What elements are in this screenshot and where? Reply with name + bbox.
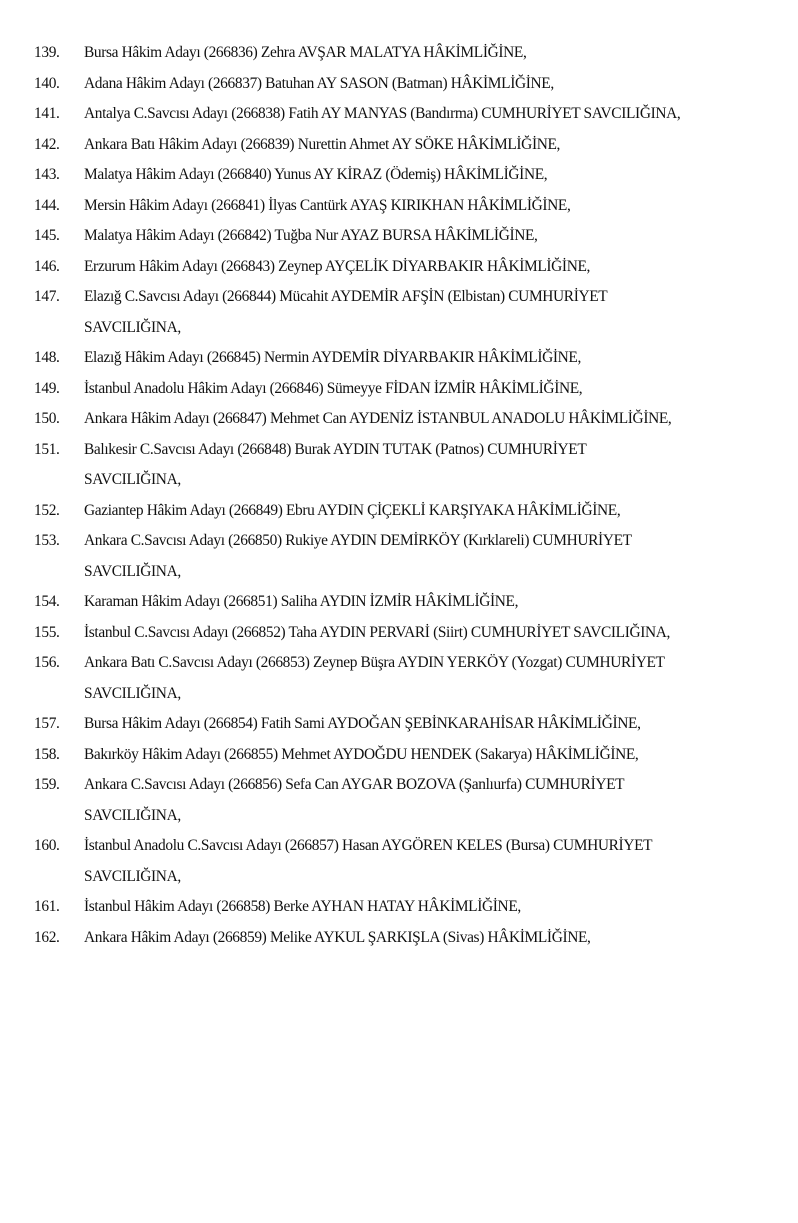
- list-item: [34, 892, 784, 923]
- item-text-continuation: SAVCILIĞINA,: [84, 684, 181, 702]
- list-item: [34, 343, 784, 374]
- list-item: [34, 831, 784, 892]
- item-text-line: Adana Hâkim Adayı (266837) Batuhan AY SASON (Batman) HÂKİMLİĞİNE,: [84, 74, 554, 92]
- item-text: [84, 587, 784, 618]
- item-text: [84, 618, 784, 649]
- item-text: [84, 435, 784, 496]
- item-number: 141.: [34, 105, 60, 122]
- item-text-line: İstanbul C.Savcısı Adayı (266852) Taha AYDIN PERVARİ (Siirt) CUMHURİYET SAVCILIĞINA,: [84, 623, 671, 641]
- item-text: [84, 374, 784, 405]
- list-item: [34, 221, 784, 252]
- list-item: [34, 252, 784, 283]
- list-item: [34, 923, 784, 954]
- item-number: 153.: [34, 532, 60, 549]
- item-text-line: Ankara C.Savcısı Adayı (266856) Sefa Can AYGAR BOZOVA (Şanlıurfa) CUMHURİYET: [84, 776, 625, 793]
- item-number: 156.: [34, 654, 60, 671]
- item-text-line: Ankara Batı C.Savcısı Adayı (266853) Zeynep Büşra AYDIN YERKÖY (Yozgat) CUMHURİYET: [84, 654, 665, 671]
- item-number: 145.: [34, 227, 60, 244]
- item-text: [84, 404, 784, 435]
- item-text-line: Bakırköy Hâkim Adayı (266855) Mehmet AYDOĞDU HENDEK (Sakarya) HÂKİMLİĞİNE,: [84, 745, 639, 763]
- item-number: 146.: [34, 257, 60, 275]
- item-text-line: İstanbul Anadolu Hâkim Adayı (266846) Sümeyye FİDAN İZMİR HÂKİMLİĞİNE,: [84, 379, 583, 397]
- item-number: 147.: [34, 288, 60, 305]
- item-text-continuation: SAVCILIĞINA,: [84, 867, 181, 885]
- list-item: [34, 709, 784, 740]
- item-text: [84, 648, 784, 709]
- item-text: [84, 252, 784, 283]
- item-text: [84, 343, 784, 374]
- item-text-continuation: SAVCILIĞINA,: [84, 562, 181, 580]
- item-text: [84, 221, 784, 252]
- item-text-line: Gaziantep Hâkim Adayı (266849) Ebru AYDIN ÇİÇEKLİ KARŞIYAKA HÂKİMLİĞİNE,: [84, 501, 621, 519]
- item-text-line: İstanbul Anadolu C.Savcısı Adayı (266857) Hasan AYGÖREN KELES (Bursa) CUMHURİYET: [84, 837, 653, 854]
- item-text-line: İstanbul Hâkim Adayı (266858) Berke AYHAN HATAY HÂKİMLİĞİNE,: [84, 898, 521, 915]
- item-text: [84, 740, 784, 771]
- list-item: [34, 587, 784, 618]
- item-number: 154.: [34, 593, 60, 610]
- item-text-line: Antalya C.Savcısı Adayı (266838) Fatih AY MANYAS (Bandırma) CUMHURİYET SAVCILIĞINA,: [84, 105, 681, 122]
- item-text-line: Ankara Hâkim Adayı (266847) Mehmet Can AYDENİZ İSTANBUL ANADOLU HÂKİMLİĞİNE,: [84, 410, 672, 427]
- list-item: [34, 99, 784, 130]
- item-number: 149.: [34, 379, 60, 397]
- item-number: 143.: [34, 166, 60, 183]
- item-text-line: Elazığ C.Savcısı Adayı (266844) Mücahit AYDEMİR AFŞİN (Elbistan) CUMHURİYET: [84, 288, 608, 305]
- item-number: 158.: [34, 745, 60, 763]
- item-number: 140.: [34, 74, 60, 92]
- appointment-list: [34, 38, 784, 953]
- item-text: [84, 923, 784, 954]
- list-item: [34, 130, 784, 161]
- item-number: 155.: [34, 623, 60, 641]
- item-number: 162.: [34, 928, 60, 946]
- item-number: 144.: [34, 196, 60, 214]
- list-item: [34, 282, 784, 343]
- item-text-continuation: SAVCILIĞINA,: [84, 806, 181, 824]
- item-text: [84, 892, 784, 923]
- item-text-line: Malatya Hâkim Adayı (266842) Tuğba Nur AYAZ BURSA HÂKİMLİĞİNE,: [84, 227, 538, 244]
- item-number: 157.: [34, 715, 60, 732]
- item-text: [84, 69, 784, 100]
- list-item: [34, 496, 784, 527]
- item-number: 148.: [34, 349, 60, 366]
- list-item: [34, 740, 784, 771]
- item-text-line: Erzurum Hâkim Adayı (266843) Zeynep AYÇELİK DİYARBAKIR HÂKİMLİĞİNE,: [84, 257, 591, 275]
- item-text: [84, 282, 784, 343]
- item-text: [84, 38, 784, 69]
- item-text: [84, 831, 784, 892]
- item-text: [84, 130, 784, 161]
- item-text-line: Ankara C.Savcısı Adayı (266850) Rukiye AYDIN DEMİRKÖY (Kırklareli) CUMHURİYET: [84, 532, 632, 549]
- item-text-line: Mersin Hâkim Adayı (266841) İlyas Cantürk AYAŞ KIRIKHAN HÂKİMLİĞİNE,: [84, 196, 571, 214]
- list-item: [34, 526, 784, 587]
- list-item: [34, 374, 784, 405]
- item-text-continuation: SAVCILIĞINA,: [84, 471, 181, 488]
- list-item: [34, 69, 784, 100]
- list-item: [34, 404, 784, 435]
- item-text-line: Bursa Hâkim Adayı (266854) Fatih Sami AYDOĞAN ŞEBİNKARAHİSAR HÂKİMLİĞİNE,: [84, 715, 641, 732]
- item-text: [84, 191, 784, 222]
- list-item: [34, 38, 784, 69]
- item-text-line: Elazığ Hâkim Adayı (266845) Nermin AYDEMİR DİYARBAKIR HÂKİMLİĞİNE,: [84, 349, 581, 366]
- list-item: [34, 435, 784, 496]
- item-text-line: Ankara Hâkim Adayı (266859) Melike AYKUL ŞARKIŞLA (Sivas) HÂKİMLİĞİNE,: [84, 928, 591, 946]
- item-text: [84, 99, 784, 130]
- item-number: 142.: [34, 135, 60, 153]
- item-text-line: Bursa Hâkim Adayı (266836) Zehra AVŞAR MALATYA HÂKİMLİĞİNE,: [84, 44, 527, 61]
- item-text: [84, 526, 784, 587]
- list-item: [34, 648, 784, 709]
- item-number: 150.: [34, 410, 60, 427]
- item-text: [84, 709, 784, 740]
- item-text: [84, 160, 784, 191]
- item-text-line: Balıkesir C.Savcısı Adayı (266848) Burak AYDIN TUTAK (Patnos) CUMHURİYET: [84, 440, 587, 458]
- item-text-line: Malatya Hâkim Adayı (266840) Yunus AY KİRAZ (Ödemiş) HÂKİMLİĞİNE,: [84, 166, 548, 183]
- item-number: 160.: [34, 837, 60, 854]
- item-number: 152.: [34, 501, 60, 519]
- item-text-line: Ankara Batı Hâkim Adayı (266839) Nurettin Ahmet AY SÖKE HÂKİMLİĞİNE,: [84, 135, 561, 153]
- list-item: [34, 191, 784, 222]
- item-number: 161.: [34, 898, 60, 915]
- item-text-continuation: SAVCILIĞINA,: [84, 318, 181, 336]
- item-number: 139.: [34, 44, 60, 61]
- item-number: 151.: [34, 440, 60, 458]
- item-number: 159.: [34, 776, 60, 793]
- list-item: [34, 770, 784, 831]
- list-item: [34, 618, 784, 649]
- list-item: [34, 160, 784, 191]
- item-text: [84, 770, 784, 831]
- item-text: [84, 496, 784, 527]
- item-text-line: Karaman Hâkim Adayı (266851) Saliha AYDIN İZMİR HÂKİMLİĞİNE,: [84, 593, 519, 610]
